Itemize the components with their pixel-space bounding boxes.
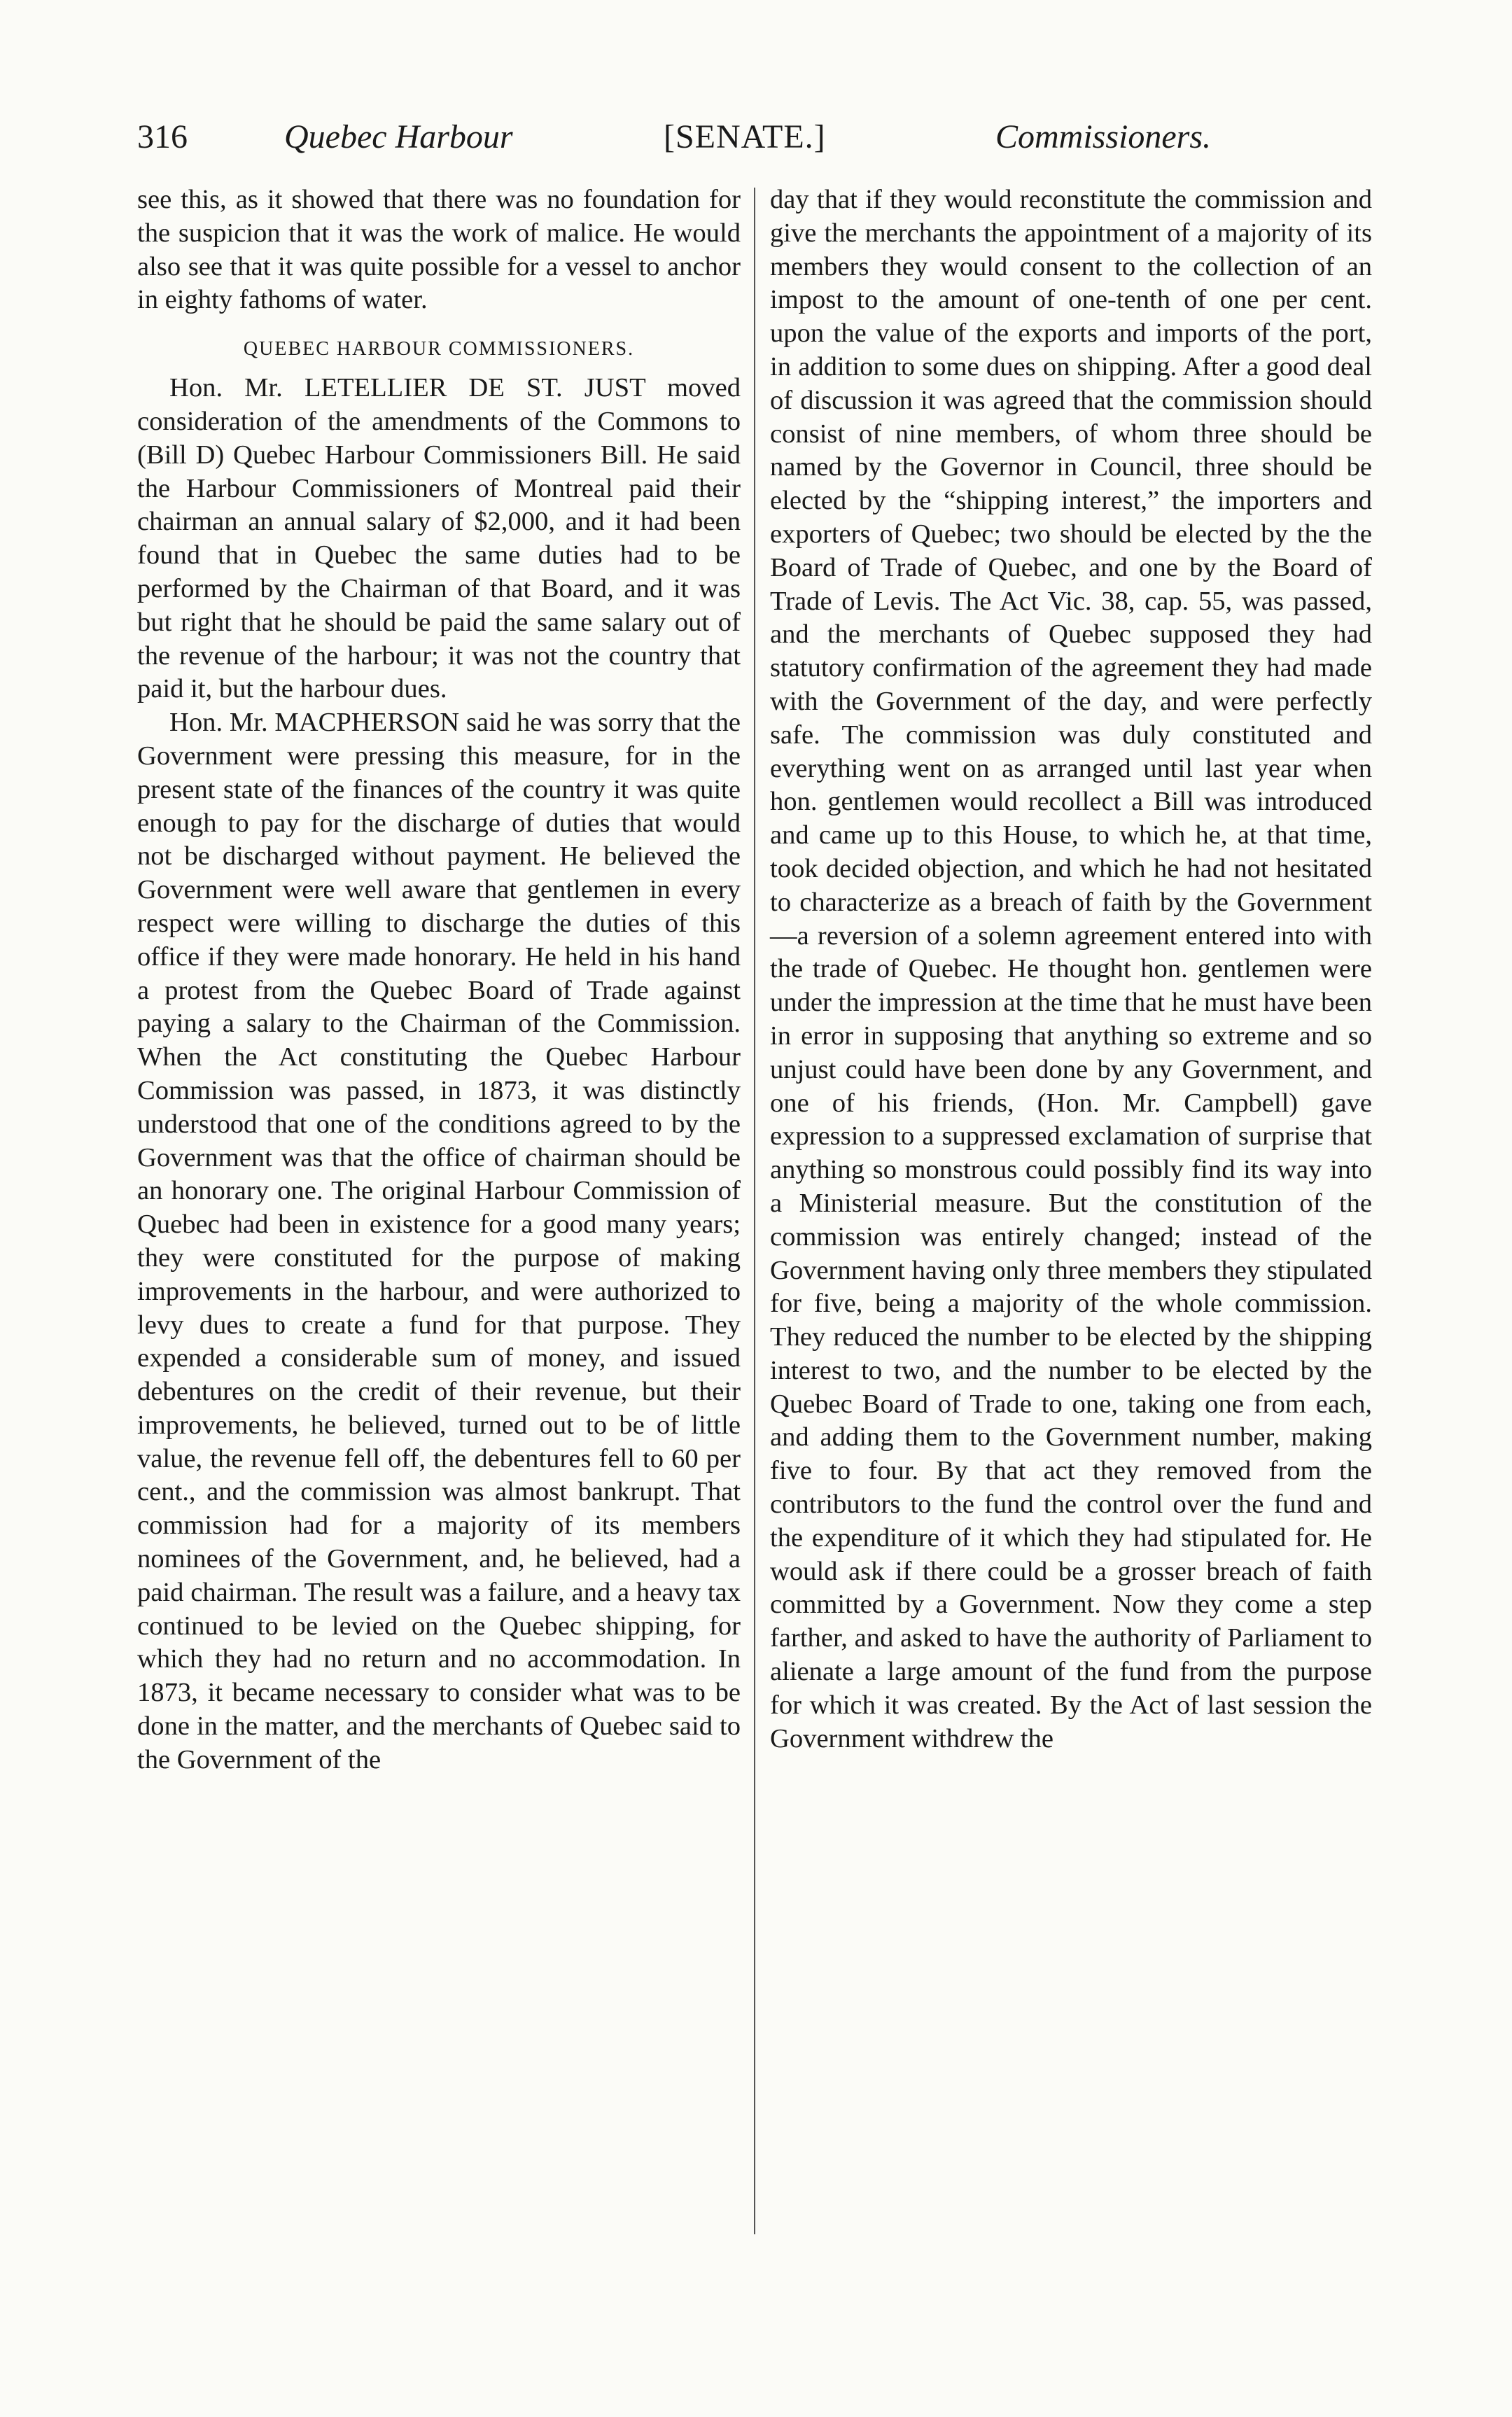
right-column — [770, 183, 1372, 1756]
continuation-paragraph: see this, as it showed that there was no foundation for the suspicion that it was the work of malice. He would also see that it was quite possible for a vessel to anchor in eighty fathoms of water. — [137, 185, 741, 315]
paragraph-macpherson: Hon. Mr. MACPHERSON said he was sorry that the Government were pressing this measure, for in the present state of the finances of the country it was quite enough to pay for the discharge of duties that would not be discharged without payment. He believed the Government were well aware that gentlemen in every respect were willing to discharge the duties of this office if they were made honorary. He held in his hand a protest from the Quebec Board of Trade against paying a salary to the Chairman of the Commission. When the Act constituting the Quebec Harbour Commission was passed, in 1873, it was distinctly understood that one of the conditions agreed to by the Government was that the office of chairman should be an honorary one. The original Harbour Commission of Quebec had been in existence for a good many years; they were constituted for the purpose of making improvements in the harbour, and were authorized to levy dues to create a fund for that purpose. They expended a considerable sum of money, and issued debentures on the credit of their revenue, but their improvements, he believed, turned out to be of little value, the revenue fell off, the debentures fell to 60 per cent., and the commission was almost bankrupt. That commission had for a majority of its members nominees of the Government, and, he believed, had a paid chairman. The result was a failure, and a heavy tax continued to be levied on the Quebec shipping, for which they had no return and no accommodation. In 1873, it became necessary to consider what was to be done in the matter, and the merchants of Quebec said to the Government of the — [137, 708, 741, 1774]
running-header — [137, 105, 1369, 168]
paragraph-letellier: Hon. Mr. LETELLIER DE ST. JUST moved consideration of the amendments of the Commons to (Bill D) Quebec Harbour Commissioners Bill. He said the Harbour Commissioners of Montreal paid their chairman an annual salary of $2,000, and it had been found that in Quebec the same duties had to be performed by the Chairman of that Board, and it was but right that he should be paid the same salary out of the revenue of the harbour; it was not the country that paid it, but the harbour dues. — [137, 373, 741, 704]
right-column-text: day that if they would reconstitute the commission and give the merchants the appointment of a majority of its members they would consent to the collection of an impost to the amount of one-tenth of one per cent. upon the value of the exports and imports of the port, in addition to some dues on shipping. After a good deal of discussion it was agreed that the commission should consist of nine members, of whom three should be named by the Governor in Council, three should be elected by the “shipping interest,” the importers and exporters of Quebec; two should be elected by the the Board of Trade of Quebec, and one by the Board of Trade of Levis. The Act Vic. 38, cap. 55, was passed, and the merchants of Quebec supposed they had statutory confirmation of the agreement they had made with the Government of the day, and were perfectly safe. The commission was duly constituted and everything went on as arranged until last year when hon. gentlemen would recollect a Bill was introduced and came up to this House, to which he, at that time, took decided objection, and which he had not hesitated to characterize as a breach of faith by the Government—a reversion of a solemn agreement entered into with the trade of Quebec. He thought hon. gentlemen were under the impression at the time that he must have been in error in supposing that anything so extreme and so unjust could have been done by any Government, and one of his friends, (Hon. Mr. Campbell) gave expression to a suppressed exclamation of surprise that anything so monstrous could possibly find its way into a Ministerial measure. But the constitution of the commission was entirely changed; instead of the Government having only three members they stipulated for five, being a majority of the whole commission. They reduced the number to be elected by the shipping interest to two, and the number to be elected by the Quebec Board of Trade to one, taking one from each, and adding them to the Government number, making five to four. By that act they removed from the contributors to the fund the control over the fund and the expenditure of it which they had stipulated for. He would ask if there could be a grosser breach of faith committed by a Government. Now they come a step farther, and asked to have the authority of Parliament to alienate a large amount of the fund from the purpose for which it was created. By the Act of last session the Government withdrew the — [770, 185, 1372, 1753]
running-title-center: [SENATE.] — [664, 118, 826, 155]
page-number: 316 — [137, 118, 188, 155]
running-title-right: Commissioners. — [995, 118, 1212, 155]
column-divider — [754, 188, 755, 2234]
running-title-left: Quebec Harbour — [284, 118, 513, 155]
left-column — [137, 183, 741, 1777]
section-heading: QUEBEC HARBOUR COMMISSIONERS. — [243, 338, 635, 360]
